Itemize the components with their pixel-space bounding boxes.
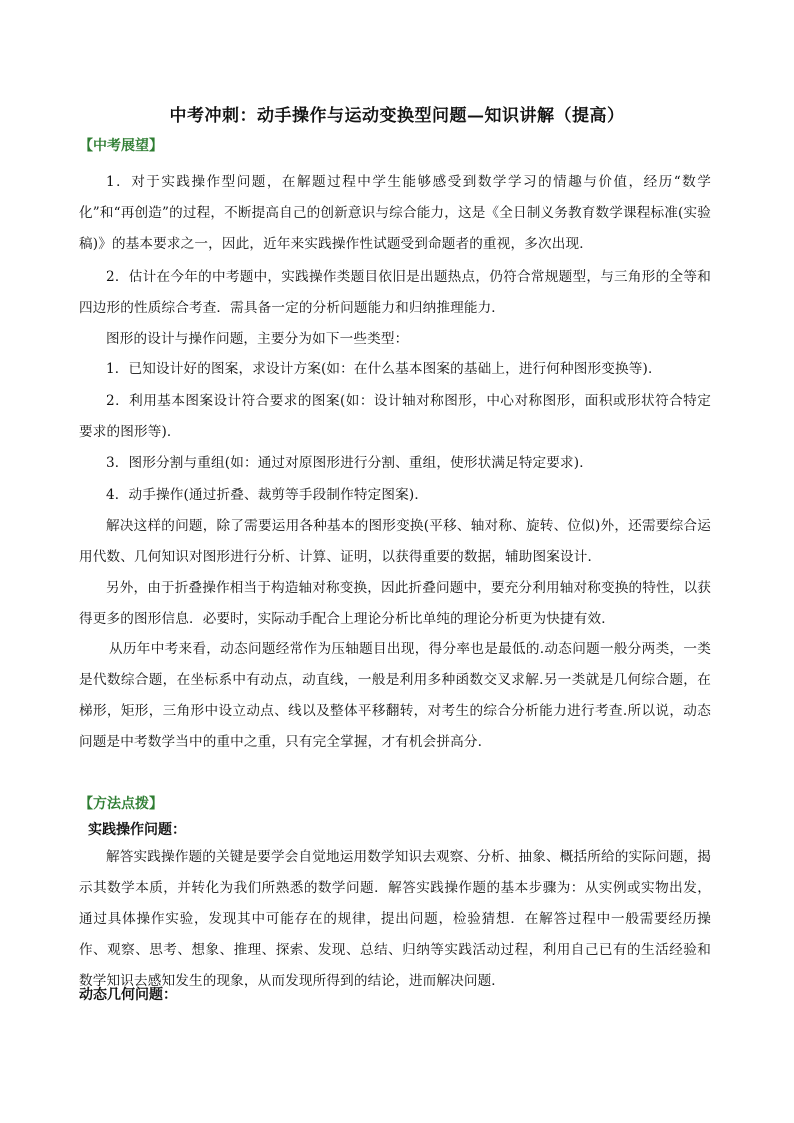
paragraph-dynamic-overview: 从历年中考来看，动态问题经常作为压轴题目出现，得分率也是最低的.动态问题一般分两类，一类是代数综合题，在坐标系中有动点，动直线，一般是利用多种函数交叉求解.另一类就是几何综合题，在梯形，矩形，三角形中设立动点、线以及整体平移翻转，对考生的综合分析能力进行考查.所以说，动态问题是中考数学当中的重中之重，只有完全掌握，才有机会拼高分. — [79, 641, 711, 750]
paragraph-folding: 另外，由于折叠操作相当于构造轴对称变换，因此折叠问题中，要充分利用轴对称变换的特性，以获得更多的图形信息．必要时，实际动手配合上理论分析比单纯的理论分析更为快捷有效． — [79, 580, 711, 627]
paragraph-solution: 解决这样的问题，除了需要运用各种基本的图形变换(平移、轴对称、旋转、位似)外，还需要综合运用代数、几何知识对图形进行分析、计算、证明，以获得重要的数据，辅助图案设计． — [79, 518, 711, 565]
paragraph-outlook-1: 1．对于实践操作型问题，在解题过程中学生能够感受到数学学习的情趣与价值，经历“数学化”和“再创造”的过程，不断提高自己的创新意识与综合能力，这是《全日制义务教育数学课程标准(实验稿)》的基本要求之一，因此，近年来实践操作性试题受到命题者的重视，多次出现． — [79, 174, 711, 252]
paragraph-type-2: 2．利用基本图案设计符合要求的图案(如：设计轴对称图形，中心对称图形，面积或形状符合特定要求的图形等)． — [79, 393, 711, 440]
paragraph-outlook-2: 2．估计在今年的中考题中，实践操作类题目依旧是出题热点，仍符合常规题型，与三角形的全等和四边形的性质综合考查．需具备一定的分析问题能力和归纳推理能力． — [79, 269, 711, 316]
paragraph-practice: 解答实践操作题的关键是要学会自觉地运用数学知识去观察、分析、抽象、概括所给的实际问题，揭示其数学本质，并转化为我们所熟悉的数学问题．解答实践操作题的基本步骤为：从实例或实物出发，通过具体操作实验，发现其中可能存在的规律，提出问题，检验猜想．在解答过程中一般需要经历操作、观察、思考、想象、推理、探索、发现、总结、归纳等实践活动过程，利用自己已有的生活经验和数学知识去感知发生的现象，从而发现所得到的结论，进而解决问题． — [79, 849, 711, 989]
paragraph-type-4: 4．动手操作(通过折叠、裁剪等手段制作特定图案)． — [106, 487, 429, 503]
section-heading-methods: 【方法点拨】 — [79, 796, 163, 812]
subheading-practice: 实践操作问题： — [88, 822, 186, 838]
paragraph-type-3: 3．图形分割与重组(如：通过对原图形进行分割、重组，使形状满足特定要求)． — [106, 455, 593, 471]
subheading-dynamic: 动态几何问题： — [79, 987, 177, 1003]
document-title: 中考冲刺：动手操作与运动变换型问题—知识讲解（提高） — [169, 106, 625, 126]
paragraph-type-1: 1．已知设计好的图案，求设计方案(如：在什么基本图案的基础上，进行何种图形变换等)． — [106, 361, 662, 377]
section-heading-outlook: 【中考展望】 — [79, 138, 163, 154]
paragraph-design-types: 图形的设计与操作问题，主要分为如下一些类型： — [106, 331, 409, 347]
